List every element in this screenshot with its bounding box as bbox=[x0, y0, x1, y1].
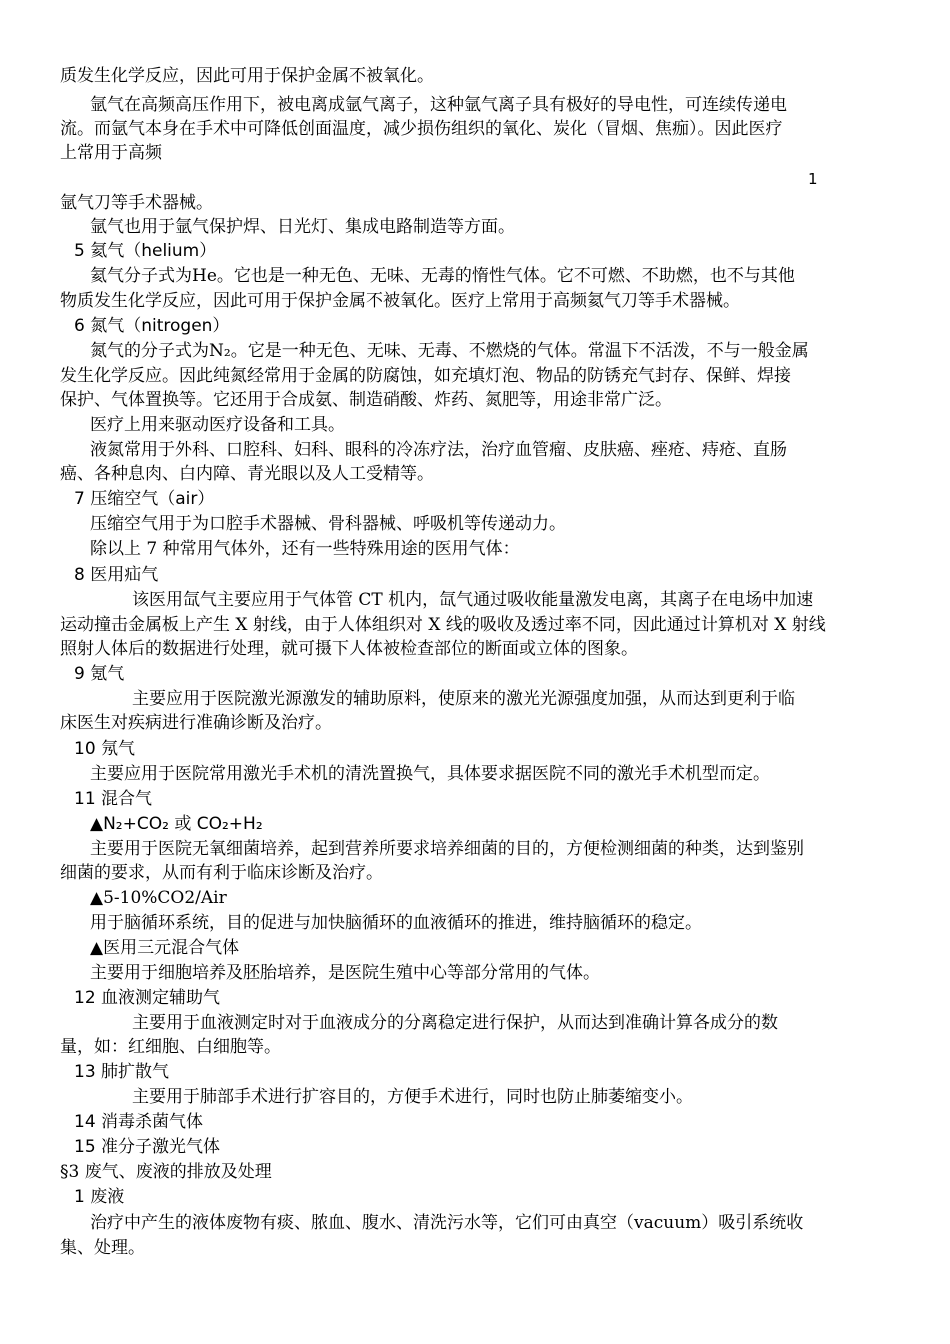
paragraph-line: 细菌的要求，从而有利于临床诊断及治疗。 bbox=[60, 863, 383, 883]
paragraph-line: 集、处理。 bbox=[60, 1238, 145, 1258]
section-heading: 5 氦气（helium） bbox=[74, 241, 217, 261]
paragraph-line: 主要用于肺部手术进行扩容目的，方便手术进行，同时也防止肺萎缩变小。 bbox=[132, 1087, 693, 1107]
section-heading: 7 压缩空气（air） bbox=[74, 489, 215, 509]
paragraph-line: 主要应用于医院常用激光手术机的清洗置换气，具体要求据医院不同的激光手术机型而定。 bbox=[90, 764, 770, 784]
section-heading: 10 氖气 bbox=[74, 739, 136, 759]
section-heading: 14 消毒杀菌气体 bbox=[74, 1112, 204, 1132]
paragraph-line: 量，如：红细胞、白细胞等。 bbox=[60, 1037, 281, 1057]
paragraph-line: 该医用氙气主要应用于气体管 CT 机内，氙气通过吸收能量激发电离，其离子在电场中加速 bbox=[132, 590, 814, 610]
paragraph-line: 除以上 7 种常用气体外，还有一些特殊用途的医用气体： bbox=[90, 539, 520, 559]
section-heading: 9 氪气 bbox=[74, 664, 125, 684]
paragraph-line: 发生化学反应。因此纯氮经常用于金属的防腐蚀，如充填灯泡、物品的防锈充气封存、保鲜、焊接 bbox=[60, 366, 791, 386]
section-heading: 6 氮气（nitrogen） bbox=[74, 316, 230, 336]
paragraph-line: 上常用于高频 bbox=[60, 143, 162, 163]
section-heading: 12 血液测定辅助气 bbox=[74, 988, 221, 1008]
section-heading: 13 肺扩散气 bbox=[74, 1062, 170, 1082]
section-heading: 1 废液 bbox=[74, 1187, 125, 1207]
paragraph-line: 氮气的分子式为N₂。它是一种无色、无味、无毒、不燃烧的气体。常温下不活泼，不与一般金属 bbox=[90, 341, 809, 361]
paragraph-line: 癌、各种息肉、白内障、青光眼以及人工受精等。 bbox=[60, 464, 434, 484]
chapter-heading: §3 废气、废液的排放及处理 bbox=[60, 1162, 272, 1182]
paragraph-line: 氩气也用于氩气保护焊、日光灯、集成电路制造等方面。 bbox=[90, 217, 515, 237]
paragraph-line: 主要用于细胞培养及胚胎培养，是医院生殖中心等部分常用的气体。 bbox=[90, 963, 600, 983]
paragraph-line: 压缩空气用于为口腔手术器械、骨科器械、呼吸机等传递动力。 bbox=[90, 514, 566, 534]
paragraph-line: 治疗中产生的液体废物有痰、脓血、腹水、清洗污水等，它们可由真空（vacuum）吸引系统收 bbox=[90, 1213, 804, 1233]
text-line: 质发生化学反应，因此可用于保护金属不被氧化。 bbox=[60, 66, 434, 86]
page-number: 1 bbox=[808, 170, 818, 188]
paragraph-line: 照射人体后的数据进行处理，就可摄下人体被检查部位的断面或立体的图象。 bbox=[60, 639, 638, 659]
paragraph-line: 液氮常用于外科、口腔科、妇科、眼科的冷冻疗法，治疗血管瘤、皮肤癌、痤疮、痔疮、直肠 bbox=[90, 440, 787, 460]
sub-item-heading: ▲医用三元混合气体 bbox=[90, 938, 240, 958]
section-heading: 8 医用疝气 bbox=[74, 565, 159, 585]
paragraph-line: 氩气在高频高压作用下，被电离成氩气离子，这种氩气离子具有极好的导电性，可连续传递电 bbox=[90, 95, 787, 115]
sub-item-heading: ▲5-10%CO2/Air bbox=[90, 888, 227, 908]
paragraph-line: 主要用于血液测定时对于血液成分的分离稳定进行保护，从而达到准确计算各成分的数 bbox=[132, 1013, 778, 1033]
paragraph-line: 物质发生化学反应，因此可用于保护金属不被氧化。医疗上常用于高频氦气刀等手术器械。 bbox=[60, 291, 740, 311]
section-heading: 15 准分子激光气体 bbox=[74, 1137, 221, 1157]
section-heading: 11 混合气 bbox=[74, 789, 153, 809]
sub-item-heading: ▲N₂+CO₂ 或 CO₂+H₂ bbox=[90, 814, 263, 834]
paragraph-line: 医疗上用来驱动医疗设备和工具。 bbox=[90, 415, 345, 435]
paragraph-line: 流。而氩气本身在手术中可降低创面温度，减少损伤组织的氧化、炭化（冒烟、焦痂）。因此医疗 bbox=[60, 119, 783, 139]
paragraph-line: 用于脑循环系统，目的促进与加快脑循环的血液循环的推进，维持脑循环的稳定。 bbox=[90, 913, 702, 933]
paragraph-line: 氩气刀等手术器械。 bbox=[60, 193, 213, 213]
paragraph-line: 保护、气体置换等。它还用于合成氨、制造硝酸、炸药、氮肥等，用途非常广泛。 bbox=[60, 390, 672, 410]
paragraph-line: 氦气分子式为He。它也是一种无色、无味、无毒的惰性气体。它不可燃、不助燃，也不与其他 bbox=[90, 266, 795, 286]
paragraph-line: 主要用于医院无氧细菌培养，起到营养所要求培养细菌的目的，方便检测细菌的种类，达到鉴别 bbox=[90, 839, 804, 859]
paragraph-line: 床医生对疾病进行准确诊断及治疗。 bbox=[60, 713, 332, 733]
paragraph-line: 主要应用于医院激光源激发的辅助原料，使原来的激光光源强度加强，从而达到更利于临 bbox=[132, 689, 795, 709]
paragraph-line: 运动撞击金属板上产生 X 射线，由于人体组织对 X 线的吸收及透过率不同，因此通过计算机对 X 射线 bbox=[60, 615, 826, 635]
